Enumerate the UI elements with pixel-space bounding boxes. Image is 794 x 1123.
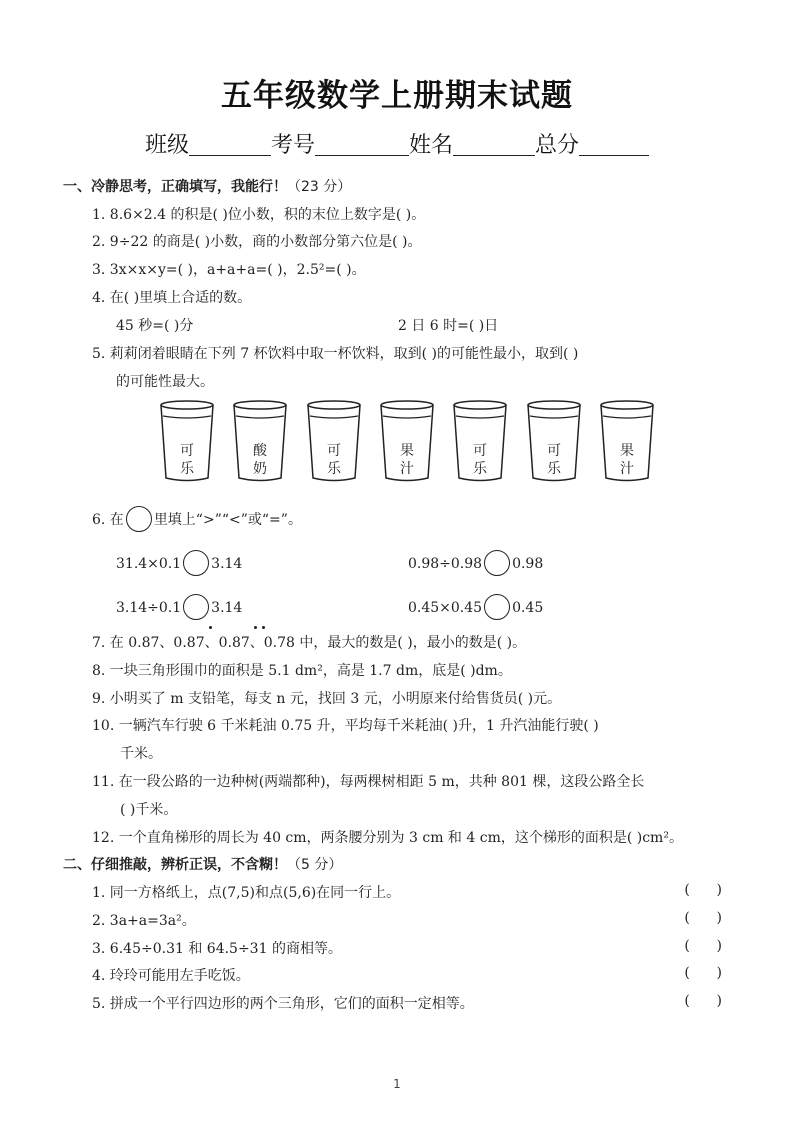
compare-d-circle[interactable] xyxy=(484,594,510,620)
exam-no-label: 考号 xyxy=(270,133,315,158)
section2-heading xyxy=(63,854,342,874)
compare-d xyxy=(408,594,543,620)
cup-1 xyxy=(160,400,214,482)
repeating-dot xyxy=(262,626,265,629)
question-11-line1: 11. 在一段公路的一边种树(两端都种)，每两棵树相距 5 m，共种 801 棵，这段公路全长 xyxy=(92,774,645,790)
cup-3 xyxy=(307,400,361,482)
question-5-line1: 5. 莉莉闭着眼睛在下列 7 杯饮料中取一杯饮料，取到( )的可能性最小，取到( ) xyxy=(92,346,579,362)
judge-answer-4[interactable]: ( ) xyxy=(684,965,722,981)
cup-2 xyxy=(233,400,287,482)
question-6-prefix: 6. 在 xyxy=(92,512,124,528)
cup-4 xyxy=(380,400,434,482)
section1-points: （23 分） xyxy=(287,179,352,195)
answer-circle[interactable] xyxy=(126,506,152,532)
question-6 xyxy=(92,506,302,532)
question-5-line2: 的可能性最大。 xyxy=(116,374,214,390)
compare-b-circle[interactable] xyxy=(484,550,510,576)
compare-a-right: 3.14 xyxy=(211,556,243,572)
compare-c xyxy=(116,594,242,620)
judge-item-4: 4. 玲玲可能用左手吃饭。 xyxy=(92,968,250,984)
compare-a-left: 31.4×0.1 xyxy=(116,556,182,572)
cup-label-bottom: 奶 xyxy=(253,461,267,477)
compare-c-right: 3.14 xyxy=(211,600,243,616)
judge-item-3: 3. 6.45÷0.31 和 64.5÷31 的商相等。 xyxy=(92,941,342,957)
cup-label-top: 可 xyxy=(473,443,487,459)
section1-heading xyxy=(63,176,351,196)
judge-answer-3[interactable]: ( ) xyxy=(684,938,722,954)
question-4a: 45 秒=( )分 xyxy=(116,318,194,334)
class-blank[interactable] xyxy=(189,133,271,156)
score-label: 总分 xyxy=(535,133,580,158)
section2-title: 二、仔细推敲，辨析正误，不含糊！ xyxy=(63,857,287,873)
question-8: 8. 一块三角形围巾的面积是 5.1 dm²，高是 1.7 dm，底是( )dm。 xyxy=(92,663,512,679)
compare-a xyxy=(116,550,242,576)
judge-answer-5[interactable]: ( ) xyxy=(684,993,722,1009)
question-9: 9. 小明买了 m 支铅笔，每支 n 元，找回 3 元，小明原来付给售货员( )元。 xyxy=(92,691,562,707)
drink-cups xyxy=(160,400,660,484)
compare-b xyxy=(408,550,543,576)
question-6-suffix: 里填上“>”“<”或“=”。 xyxy=(153,512,302,528)
repeating-dot xyxy=(254,626,257,629)
cup-7 xyxy=(600,400,654,482)
cup-label-top: 可 xyxy=(180,443,194,459)
judge-item-1: 1. 同一方格纸上，点(7,5)和点(5,6)在同一行上。 xyxy=(92,885,401,901)
compare-a-circle[interactable] xyxy=(183,550,209,576)
compare-d-right: 0.45 xyxy=(512,600,544,616)
name-blank[interactable] xyxy=(453,133,535,156)
compare-d-left: 0.45×0.45 xyxy=(408,600,483,616)
cup-label-top: 果 xyxy=(400,443,414,459)
question-11-line2: ( )千米。 xyxy=(120,802,178,818)
page-number: 1 xyxy=(393,1077,401,1091)
question-3: 3. 3x×x×y=( )，a+a+a=( )，2.5²=( )。 xyxy=(92,262,366,278)
cup-label-bottom: 汁 xyxy=(620,461,634,477)
question-4b: 2 日 6 时=( )日 xyxy=(398,318,499,334)
exam-no-blank[interactable] xyxy=(315,133,409,156)
cup-label-bottom: 乐 xyxy=(547,461,561,477)
judge-answer-2[interactable]: ( ) xyxy=(684,910,722,926)
cup-label-bottom: 乐 xyxy=(473,461,487,477)
question-7: 7. 在 0.87、0.87、0.87、0.78 中，最大的数是( )，最小的数是( )。 xyxy=(92,635,527,651)
cup-label-top: 可 xyxy=(327,443,341,459)
class-label: 班级 xyxy=(144,133,189,158)
cup-5 xyxy=(453,400,507,482)
question-10-line1: 10. 一辆汽车行驶 6 千米耗油 0.75 升，平均每千米耗油( )升，1 升汽油能行驶( ) xyxy=(92,718,599,734)
section1-title: 一、冷静思考，正确填写，我能行！ xyxy=(63,179,287,195)
question-2: 2. 9÷22 的商是( )小数，商的小数部分第六位是( )。 xyxy=(92,234,422,250)
cup-label-bottom: 汁 xyxy=(400,461,414,477)
cup-label-top: 果 xyxy=(620,443,634,459)
student-info-row xyxy=(0,128,794,159)
question-1: 1. 8.6×2.4 的积是( )位小数，积的末位上数字是( )。 xyxy=(92,207,426,223)
page-title: 五年级数学上册期末试题 xyxy=(221,78,573,114)
compare-b-right: 0.98 xyxy=(512,556,544,572)
name-label: 姓名 xyxy=(409,133,454,158)
compare-c-left: 3.14÷0.1 xyxy=(116,600,182,616)
judge-answer-1[interactable]: ( ) xyxy=(684,882,722,898)
cup-label-top: 可 xyxy=(547,443,561,459)
section2-points: （5 分） xyxy=(287,857,343,873)
question-10-line2: 千米。 xyxy=(120,746,162,762)
cup-label-top: 酸 xyxy=(253,443,267,459)
cup-label-bottom: 乐 xyxy=(327,461,341,477)
judge-item-2: 2. 3a+a=3a²。 xyxy=(92,913,196,929)
cup-label-bottom: 乐 xyxy=(180,461,194,477)
compare-b-left: 0.98÷0.98 xyxy=(408,556,483,572)
cup-6 xyxy=(527,400,581,482)
repeating-dot xyxy=(209,626,212,629)
judge-item-5: 5. 拼成一个平行四边形的两个三角形，它们的面积一定相等。 xyxy=(92,996,474,1012)
question-12: 12. 一个直角梯形的周长为 40 cm，两条腰分别为 3 cm 和 4 cm，这个梯形的面积是( )cm²。 xyxy=(92,830,683,846)
compare-c-circle[interactable] xyxy=(183,594,209,620)
question-4: 4. 在( )里填上合适的数。 xyxy=(92,290,252,306)
score-blank[interactable] xyxy=(579,133,649,156)
